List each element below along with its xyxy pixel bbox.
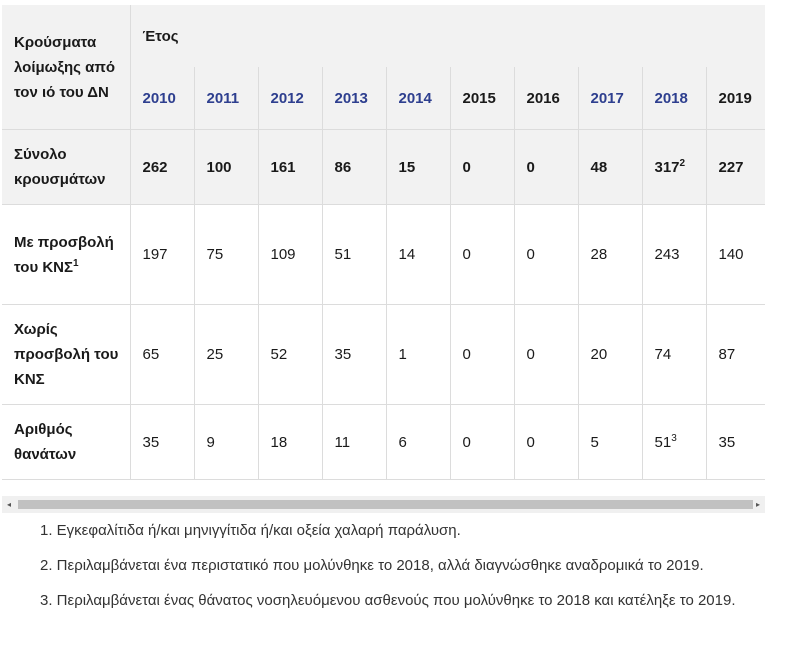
cell-value: 52 (270, 346, 288, 363)
cell-value: 51 (654, 433, 672, 451)
table-cell (130, 405, 194, 480)
row-label-text: Σύνολο κρουσμάτων (14, 146, 106, 188)
table-cell (706, 405, 765, 480)
table-cell (386, 130, 450, 205)
year-header-2011[interactable]: 2011 (194, 67, 258, 130)
table-cell (130, 205, 194, 305)
cell-value: 11 (334, 433, 351, 451)
corner-header: Κρούσματα λοίμωξης από τον ιό του ΔΝ (2, 5, 130, 130)
cell-value: 317 (654, 158, 680, 176)
year-header-2017[interactable]: 2017 (578, 67, 642, 130)
footnotes (40, 518, 760, 623)
year-group-header: Έτος (130, 5, 765, 67)
cell-value: 5 (590, 433, 599, 451)
table-cell (322, 405, 386, 480)
table-cell (258, 305, 322, 405)
year-header-2010[interactable]: 2010 (130, 67, 194, 130)
cell-value: 0 (462, 433, 471, 451)
cell-value: 51 (334, 246, 352, 263)
table-cell (706, 130, 765, 205)
table-cell (706, 305, 765, 405)
cell-value: 86 (334, 158, 352, 176)
year-header-2015: 2015 (450, 67, 514, 130)
table-cell (258, 130, 322, 205)
table-cell (578, 305, 642, 405)
header-row-group (2, 5, 765, 67)
table-cell (642, 305, 706, 405)
table-cell (514, 405, 578, 480)
row-label (2, 405, 130, 480)
cell-value: 9 (206, 433, 215, 451)
cell-value: 35 (142, 433, 160, 451)
table-row (2, 405, 765, 480)
cell-value: 15 (398, 158, 416, 176)
cell-value: 18 (270, 433, 288, 451)
year-header-2012[interactable]: 2012 (258, 67, 322, 130)
footnote-1: 1. Εγκεφαλίτιδα ή/και μηνιγγίτιδα ή/και οξεία χαλαρή παράλυση. (40, 522, 461, 539)
footnote-marker: 2 (679, 157, 686, 169)
cell-value: 14 (398, 246, 416, 263)
cell-value: 0 (526, 346, 535, 363)
table-cell (450, 205, 514, 305)
cell-value: 197 (142, 246, 168, 263)
cell-value: 0 (462, 246, 471, 263)
table-cell (386, 205, 450, 305)
cell-value: 6 (398, 433, 407, 451)
table-cell (194, 305, 258, 405)
year-header-2019: 2019 (706, 67, 765, 130)
table-cell (514, 205, 578, 305)
table-cell (578, 405, 642, 480)
cell-value: 227 (718, 158, 744, 176)
table-cell (258, 405, 322, 480)
cell-value: 28 (590, 246, 608, 263)
table-cell (258, 205, 322, 305)
table-cell (322, 205, 386, 305)
table-cell (322, 305, 386, 405)
table-cell (322, 130, 386, 205)
footnote-marker: 1 (73, 257, 79, 269)
cell-value: 87 (718, 346, 736, 363)
table-cell (642, 130, 706, 205)
footnote-2: 2. Περιλαμβάνεται ένα περιστατικό που μολύνθηκε το 2018, αλλά διαγνώσθηκε αναδρομικά το 2019. (40, 557, 704, 574)
cell-value: 20 (590, 346, 608, 363)
cell-value: 65 (142, 346, 160, 363)
table-cell (194, 130, 258, 205)
year-header-2016: 2016 (514, 67, 578, 130)
table-row (2, 305, 765, 405)
table-cell (642, 205, 706, 305)
scroll-right-arrow-icon[interactable]: ▸ (755, 500, 760, 509)
cell-value: 0 (526, 433, 535, 451)
footnote-3: 3. Περιλαμβάνεται ένας θάνατος νοσηλευόμενου ασθενούς που μολύνθηκε το 2018 και κατέληξε το 2019. (40, 592, 736, 609)
cell-value: 0 (526, 246, 535, 263)
cell-value: 0 (462, 158, 471, 176)
table-cell (450, 405, 514, 480)
table-cell (130, 130, 194, 205)
table-row (2, 130, 765, 205)
cell-value: 243 (654, 246, 680, 263)
cell-value: 48 (590, 158, 608, 176)
row-label-text: Χωρίς προσβολή του ΚΝΣ (14, 321, 119, 388)
cell-value: 0 (462, 346, 471, 363)
table-cell (450, 305, 514, 405)
row-label-text: Αριθμός θανάτων (14, 421, 77, 463)
table-cell (578, 130, 642, 205)
year-header-2018[interactable]: 2018 (642, 67, 706, 130)
cell-value: 161 (270, 158, 296, 176)
cases-table-container[interactable] (2, 5, 765, 482)
cell-value: 262 (142, 158, 168, 176)
cell-value: 1 (398, 346, 407, 363)
table-cell (450, 130, 514, 205)
table-cell (194, 405, 258, 480)
year-header-2014[interactable]: 2014 (386, 67, 450, 130)
footnote-marker: 3 (671, 432, 677, 444)
table-cell (514, 130, 578, 205)
row-label (2, 305, 130, 405)
cell-value: 74 (654, 346, 672, 363)
scrollbar-thumb[interactable] (18, 500, 753, 509)
scroll-left-arrow-icon[interactable]: ◂ (6, 500, 11, 509)
table-cell (578, 205, 642, 305)
cell-value: 0 (526, 158, 535, 176)
row-label (2, 130, 130, 205)
table-cell (130, 305, 194, 405)
year-header-2013[interactable]: 2013 (322, 67, 386, 130)
table-cell (386, 405, 450, 480)
cell-value: 109 (270, 246, 296, 263)
cell-value: 35 (718, 433, 736, 451)
table-row (2, 205, 765, 305)
table-cell (706, 205, 765, 305)
table-cell (642, 405, 706, 480)
row-label-text: Με προσβολή του ΚΝΣ (14, 233, 114, 276)
west-nile-cases-table (2, 5, 765, 480)
row-label (2, 205, 130, 305)
table-cell (514, 305, 578, 405)
cell-value: 75 (206, 246, 224, 263)
horizontal-scrollbar[interactable] (2, 496, 765, 513)
cell-value: 140 (718, 246, 744, 263)
cell-value: 25 (206, 346, 224, 363)
cell-value: 35 (334, 346, 352, 363)
table-cell (194, 205, 258, 305)
cell-value: 100 (206, 158, 232, 176)
table-cell (386, 305, 450, 405)
